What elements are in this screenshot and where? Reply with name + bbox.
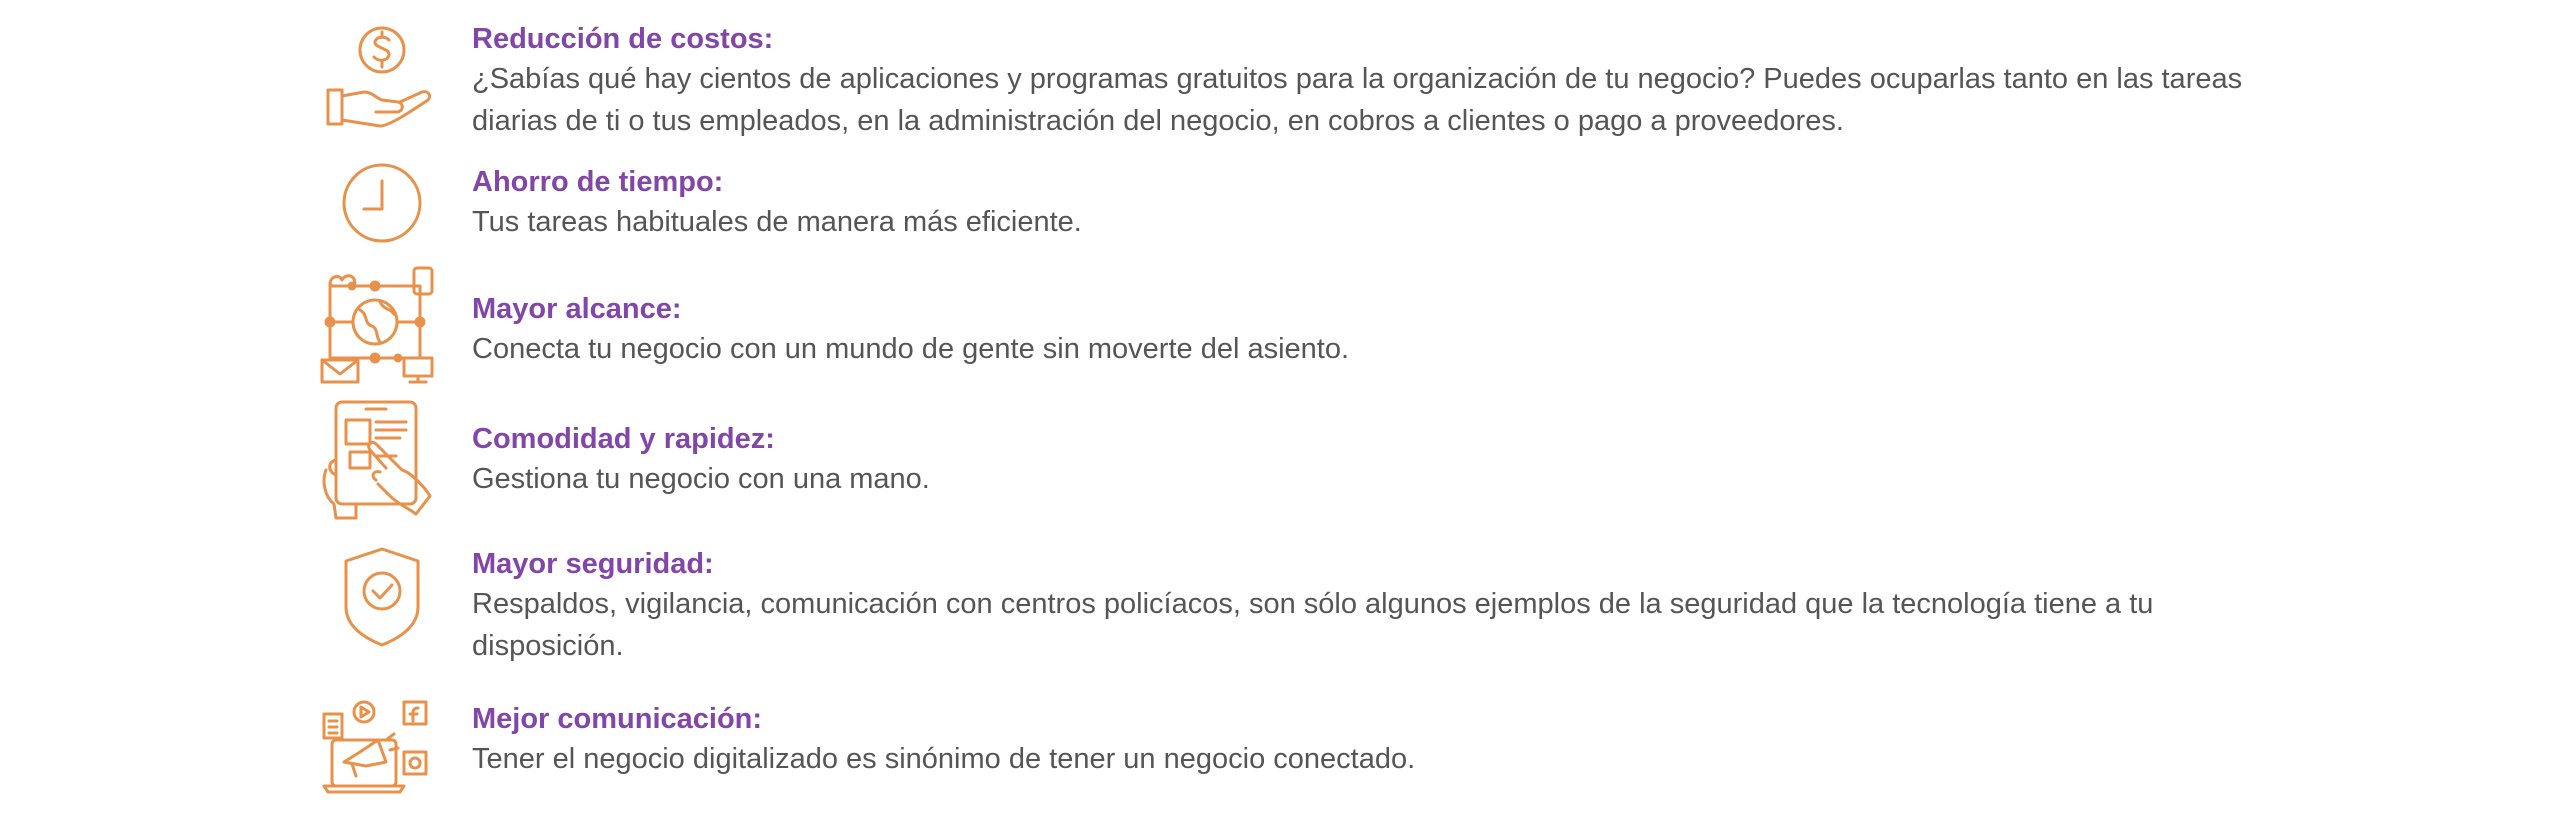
benefit-title: Mayor alcance: (472, 293, 682, 325)
benefit-item-reach (320, 266, 2300, 396)
money-hand-icon (320, 20, 440, 140)
benefit-title: Mayor seguridad: (472, 548, 714, 580)
benefit-title: Reducción de costos: (472, 23, 774, 55)
benefit-title: Mejor comunicación: (472, 703, 763, 735)
benefit-item-cost-reduction (320, 20, 2300, 150)
benefit-title: Ahorro de tiempo: (472, 166, 724, 198)
global-network-icon (320, 266, 440, 386)
benefit-description: Gestiona tu negocio con una mano. (472, 463, 930, 495)
benefit-title: Comodidad y rapidez: (472, 423, 775, 455)
tablet-touch-icon (320, 400, 440, 520)
benefit-description: Respaldos, vigilancia, comunicación con centros policíacos, son sólo algunos ejemplos de la seguridad que la tecnología tiene a tu disposición. (472, 588, 2154, 662)
benefit-description: Tener el negocio digitalizado es sinónimo de tener un negocio conectado. (472, 743, 1416, 775)
benefit-description: Conecta tu negocio con un mundo de gente sin moverte del asiento. (472, 333, 1350, 365)
benefit-item-convenience (320, 400, 2300, 530)
benefit-description: Tus tareas habituales de manera más eficiente. (472, 206, 1082, 238)
benefit-item-security (320, 545, 2300, 675)
clock-icon (320, 163, 440, 283)
benefit-description: ¿Sabías qué hay cientos de aplicaciones y programas gratuitos para la organización de tu negocio? Puedes ocuparlas tanto en las tareas diarias de ti o tus empleados, en la administración del negocio, en cobros a clientes o pago a proveedores. (472, 63, 2243, 137)
megaphone-social-icon (320, 700, 440, 820)
shield-check-icon (320, 545, 440, 665)
